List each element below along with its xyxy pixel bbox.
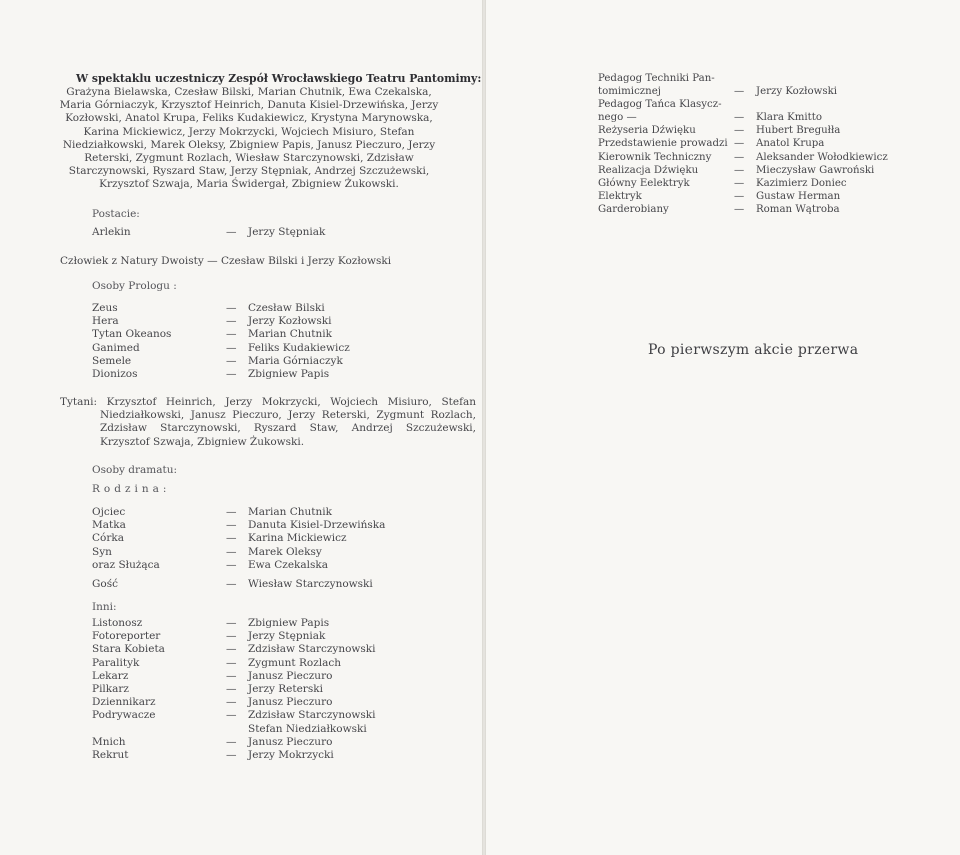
- list-item: oraz Służąca: [92, 558, 160, 571]
- list-item: —: [226, 643, 237, 656]
- rodzina-dashes: [226, 506, 237, 572]
- credit-dash: —: [734, 203, 745, 215]
- list-item: Córka: [92, 532, 124, 545]
- list-item: —: [226, 748, 237, 761]
- credit-role: Elektryk: [598, 190, 642, 202]
- intro-title: W spektaklu uczestniczy Zespół Wrocławskiego Teatru Pantomimy:: [76, 72, 482, 85]
- tytani-paragraph: Tytani: Krzysztof Heinrich, Jerzy Mokrzycki, Wojciech Misiuro, Stefan Niedziałkowski, Janusz Pieczuro, Jerzy Reterski, Zygmunt Rozlach, Zdzisław Starczynowski, Ryszard Staw, Andrzej Szczużewski, Krzysztof Szwaja, Zbigniew Żukowski.: [60, 396, 476, 448]
- credit-dash: —: [734, 112, 745, 124]
- table-row: [598, 190, 888, 203]
- list-item: —: [226, 630, 237, 643]
- prolog-roles: [92, 302, 171, 381]
- credit-role: Kierownik Techniczny: [598, 151, 712, 163]
- inni-roles: [92, 617, 165, 762]
- credit-role: Reżyseria Dźwięku: [598, 125, 696, 137]
- table-row: [598, 111, 888, 124]
- credit-dash: —: [734, 177, 745, 189]
- list-item: Zygmunt Rozlach: [248, 656, 342, 669]
- list-item: Paralityk: [92, 656, 140, 669]
- list-item: —: [226, 367, 237, 380]
- list-item: —: [226, 506, 237, 518]
- credit-role: tomimicznej: [598, 86, 661, 98]
- table-row: [598, 85, 888, 98]
- list-item: [92, 723, 165, 736]
- credit-role: Pedagog Tańca Klasycz-: [598, 99, 722, 111]
- list-item: Hera: [92, 315, 119, 328]
- credit-role: nego —: [598, 112, 637, 124]
- rodzina-label: Rodzina:: [92, 483, 171, 495]
- list-item: Stefan Niedziałkowski: [248, 722, 367, 735]
- credit-person: [756, 98, 888, 111]
- table-row: [598, 164, 888, 177]
- list-item: Ojciec: [92, 506, 126, 518]
- table-row: [598, 177, 888, 190]
- credit-dash: —: [734, 86, 745, 98]
- credit-role: Przedstawienie prowadzi: [598, 138, 728, 150]
- list-item: Maria Górniaczyk: [248, 354, 343, 367]
- list-item: Dziennikarz: [92, 696, 156, 709]
- credit-role: Główny Eelektryk: [598, 177, 690, 189]
- list-item: —: [226, 709, 237, 722]
- credit-person: Hubert Bregułła: [756, 125, 841, 137]
- list-item: Ganimed: [92, 341, 140, 354]
- list-item: Marek Oleksy: [248, 545, 322, 558]
- table-row: [598, 137, 888, 150]
- inni-actors: [248, 617, 376, 762]
- list-item: Jerzy Reterski: [248, 682, 323, 695]
- list-item: [226, 723, 237, 736]
- list-item: Lekarz: [92, 669, 129, 682]
- list-item: Feliks Kudakiewicz: [248, 341, 350, 354]
- credit-person: [756, 72, 888, 85]
- intermission-note: Po pierwszym akcie przerwa: [648, 342, 859, 358]
- gosc-role: Gość: [92, 578, 118, 590]
- list-item: Zbigniew Papis: [248, 617, 330, 629]
- prolog-actors: [248, 302, 350, 381]
- list-item: —: [226, 682, 237, 695]
- list-item: —: [226, 341, 237, 354]
- list-item: Janusz Pieczuro: [248, 735, 333, 748]
- credit-role: Realizacja Dźwięku: [598, 164, 699, 176]
- list-item: Danuta Kisiel-Drzewińska: [248, 519, 386, 532]
- list-item: Zdzisław Starczynowski: [248, 643, 376, 656]
- credit-person: Jerzy Kozłowski: [756, 86, 837, 98]
- list-item: —: [226, 354, 237, 367]
- table-row: [598, 124, 888, 137]
- list-item: —: [226, 315, 237, 328]
- inni-label: Inni:: [92, 601, 117, 613]
- credit-person: Aleksander Wołodkiewicz: [756, 151, 888, 163]
- list-item: —: [226, 558, 237, 571]
- list-item: Czesław Bilski: [248, 302, 325, 314]
- list-item: Zeus: [92, 302, 118, 314]
- arlekin-role: Arlekin: [92, 226, 131, 238]
- list-item: —: [226, 669, 237, 682]
- list-item: Jerzy Mokrzycki: [248, 748, 334, 761]
- list-item: Pilkarz: [92, 682, 129, 695]
- list-item: Stara Kobieta: [92, 643, 165, 656]
- list-item: Dionizos: [92, 367, 138, 380]
- rodzina-actors: [248, 506, 385, 572]
- credit-person: Mieczysław Gawroński: [756, 164, 875, 176]
- rodzina-roles: [92, 506, 160, 572]
- postacie-label: Postacie:: [92, 208, 140, 220]
- list-item: Zbigniew Papis: [248, 367, 330, 380]
- list-item: —: [226, 532, 237, 545]
- table-row: [598, 203, 888, 216]
- list-item: Listonosz: [92, 617, 143, 629]
- credit-dash: —: [734, 151, 745, 163]
- czlowiek-line: Człowiek z Natury Dwoisty — Czesław Bilski i Jerzy Kozłowski: [60, 255, 392, 267]
- list-item: Rekrut: [92, 748, 129, 761]
- list-item: Zdzisław Starczynowski: [248, 709, 376, 722]
- list-item: Janusz Pieczuro: [248, 669, 333, 682]
- list-item: Semele: [92, 354, 132, 367]
- table-row: [598, 98, 888, 111]
- list-item: Marian Chutnik: [248, 328, 333, 341]
- credit-person: Klara Kmitto: [756, 112, 822, 124]
- dramatu-label: Osoby dramatu:: [92, 464, 178, 476]
- credit-dash: [734, 72, 756, 85]
- arlekin-dash: —: [226, 226, 237, 238]
- list-item: Podrywacze: [92, 709, 156, 722]
- ensemble-list: Grażyna Bielawska, Czesław Bilski, Marian Chutnik, Ewa Czekalska, Maria Górniaczyk, Krzysztof Heinrich, Danuta Kisiel-Drzewińska, Jerzy Kozłowski, Anatol Krupa, Feliks Kudakiewicz, Krystyna Marynowska, Karina Mickiewicz, Jerzy Mokrzycki, Wojciech Misiuro, Stefan Niedziałkowski, Marek Oleksy, Zbigniew Papis, Janusz Pieczuro, Jerzy Reterski, Zygmunt Rozlach, Wiesław Starczynowski, Zdzisław Starczynowski, Ryszard Staw, Jerzy Stępniak, Andrzej Szczużewski, Krzysztof Szwaja, Maria Świdergał, Zbigniew Żukowski.: [59, 86, 439, 191]
- credit-role: Pedagog Techniki Pan-: [598, 73, 715, 84]
- credit-dash: —: [734, 164, 745, 176]
- credit-dash: —: [734, 125, 745, 137]
- prolog-dashes: [226, 302, 237, 381]
- credit-dash: [734, 98, 756, 111]
- list-item: —: [226, 617, 237, 629]
- credit-dash: —: [734, 138, 745, 150]
- list-item: Ewa Czekalska: [248, 558, 329, 571]
- list-item: Fotoreporter: [92, 630, 161, 643]
- credit-role: Garderobiany: [598, 203, 669, 215]
- gosc-dash: —: [226, 578, 237, 590]
- list-item: —: [226, 519, 237, 532]
- list-item: —: [226, 656, 237, 669]
- credit-person: Gustaw Herman: [756, 190, 841, 202]
- list-item: —: [226, 696, 237, 709]
- list-item: —: [226, 302, 237, 314]
- list-item: Karina Mickiewicz: [248, 532, 347, 545]
- list-item: Tytan Okeanos: [92, 328, 172, 341]
- list-item: —: [226, 545, 237, 558]
- list-item: Jerzy Kozłowski: [248, 315, 332, 328]
- gosc-actor: Wiesław Starczynowski: [248, 578, 373, 590]
- credit-person: Anatol Krupa: [756, 138, 825, 150]
- credit-dash: —: [734, 190, 745, 202]
- list-item: Matka: [92, 519, 126, 532]
- list-item: Mnich: [92, 735, 126, 748]
- list-item: Jerzy Stępniak: [248, 630, 326, 643]
- inni-dashes: [226, 617, 237, 762]
- list-item: —: [226, 328, 237, 341]
- credit-person: Kazimierz Doniec: [756, 177, 847, 189]
- arlekin-actor: Jerzy Stępniak: [248, 226, 326, 238]
- list-item: Janusz Pieczuro: [248, 696, 333, 709]
- table-row: [598, 72, 888, 85]
- list-item: Marian Chutnik: [248, 506, 333, 518]
- prolog-label: Osoby Prologu :: [92, 280, 177, 292]
- credit-person: Roman Wątroba: [756, 203, 840, 215]
- list-item: —: [226, 735, 237, 748]
- technical-credits: [598, 72, 888, 216]
- list-item: Syn: [92, 545, 112, 558]
- table-row: [598, 151, 888, 164]
